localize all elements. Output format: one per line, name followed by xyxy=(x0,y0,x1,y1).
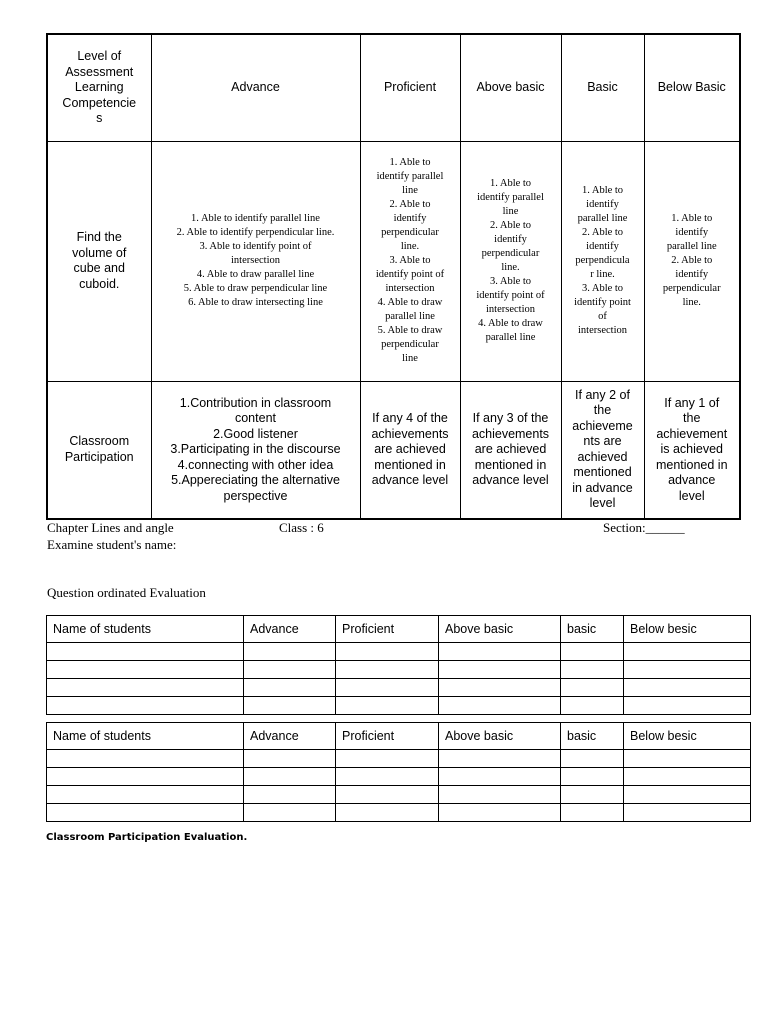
cell-text-line: 3. Able to xyxy=(489,276,532,287)
evaluation-blank-cell[interactable] xyxy=(336,697,439,715)
evaluation-blank-cell[interactable] xyxy=(47,804,244,822)
rubric-header-cell xyxy=(151,34,360,141)
rubric-header-cell xyxy=(47,34,151,141)
cell-text-line: line xyxy=(402,353,418,364)
cell-text-line: mentioned xyxy=(573,465,632,480)
cell-text-line: 2. Able to xyxy=(389,199,431,210)
cell-text-line: Assessment xyxy=(65,64,134,79)
cell-text-line: advance xyxy=(668,473,716,487)
evaluation-blank-cell[interactable] xyxy=(624,697,751,715)
cell-text-line: perpendicular xyxy=(481,248,540,259)
rubric-header-cell xyxy=(360,34,460,141)
cell-text-line: identify xyxy=(586,199,619,210)
evaluation-header-cell: Name of students xyxy=(47,616,244,643)
cell-text-line: nts are xyxy=(583,434,622,449)
classroom-participation-caption: Classroom Participation Evaluation. xyxy=(46,832,248,843)
cell-text-line: 3.Participating in the discourse xyxy=(170,442,341,456)
rubric-header-cell xyxy=(561,34,644,141)
evaluation-blank-cell[interactable] xyxy=(624,804,751,822)
cell-text-line: If any 3 of the xyxy=(472,411,549,425)
cell-text-line: identify point xyxy=(574,297,631,308)
evaluation-blank-cell[interactable] xyxy=(336,786,439,804)
cell-text-line: identify xyxy=(393,213,427,224)
evaluation-header-cell: Proficient xyxy=(336,723,439,750)
cell-text-line: achievement xyxy=(656,426,728,441)
cell-text-line: identify xyxy=(675,227,709,238)
cell-text-line: in advance xyxy=(572,480,633,495)
cell-text-line: identify point of xyxy=(476,290,545,301)
evaluation-blank-cell[interactable] xyxy=(244,768,336,786)
evaluation-blank-cell[interactable] xyxy=(561,804,624,822)
cell-text-line: line. xyxy=(682,297,701,308)
class-label: Class : 6 xyxy=(279,520,324,535)
cell-text-line: 2. Able to xyxy=(581,227,624,238)
cell-text-line: is achieved xyxy=(660,442,724,456)
evaluation-header-cell: Above basic xyxy=(439,616,561,643)
evaluation-blank-cell[interactable] xyxy=(624,679,751,697)
cell-text-line: identify parallel xyxy=(477,192,544,203)
evaluation-blank-cell[interactable] xyxy=(47,643,244,661)
evaluation-blank-cell[interactable] xyxy=(561,750,624,768)
evaluation-blank-cell[interactable] xyxy=(47,750,244,768)
evaluation-header-cell: basic xyxy=(561,723,624,750)
evaluation-blank-cell[interactable] xyxy=(561,697,624,715)
cell-text-line: intersection xyxy=(486,304,535,315)
evaluation-blank-cell[interactable] xyxy=(439,643,561,661)
evaluation-blank-cell[interactable] xyxy=(47,786,244,804)
cell-text-line: of xyxy=(598,311,607,322)
rubric-criterion-cell xyxy=(47,141,151,381)
cell-text-line: parallel line xyxy=(485,332,536,343)
evaluation-blank-row xyxy=(47,804,751,822)
evaluation-blank-cell[interactable] xyxy=(624,661,751,679)
evaluation-blank-cell[interactable] xyxy=(439,786,561,804)
cell-text-line: 1. Able to xyxy=(389,157,431,168)
cell-text-line: cube and xyxy=(73,261,125,275)
evaluation-blank-cell[interactable] xyxy=(439,750,561,768)
evaluation-blank-cell[interactable] xyxy=(47,768,244,786)
evaluation-header-cell: basic xyxy=(561,616,624,643)
rubric-level-cell xyxy=(460,381,561,519)
cell-text-line: 1. Able to xyxy=(489,178,532,189)
evaluation-header-cell: Above basic xyxy=(439,723,561,750)
cell-text-line: intersection xyxy=(578,325,627,336)
cell-text-line: 4. Able to draw parallel line xyxy=(196,269,315,280)
evaluation-blank-row xyxy=(47,643,751,661)
evaluation-header-cell: Name of students xyxy=(47,723,244,750)
cell-text-line: perpendicular xyxy=(662,283,721,294)
cell-text-line: perpendicula xyxy=(575,255,630,266)
cell-text-line: perspective xyxy=(223,488,288,503)
cell-text-line: 4. Able to draw xyxy=(377,297,443,308)
evaluation-blank-cell[interactable] xyxy=(561,768,624,786)
question-evaluation-title: Question ordinated Evaluation xyxy=(47,585,206,600)
cell-text-line: 2. Able to xyxy=(671,255,713,266)
cell-text-line: Competencie xyxy=(62,95,137,110)
cell-text-line: cuboid. xyxy=(79,276,120,291)
evaluation-header-cell: Proficient xyxy=(336,616,439,643)
cell-text-line: line xyxy=(502,206,519,217)
cell-text-line: r line. xyxy=(590,269,615,280)
rubric-header-cell xyxy=(460,34,561,141)
evaluation-blank-row xyxy=(47,679,751,697)
evaluation-header-cell: Below besic xyxy=(624,616,751,643)
cell-text-line: intersection xyxy=(231,255,280,266)
cell-text-line: Below Basic xyxy=(657,80,726,94)
rubric-level-cell xyxy=(151,381,360,519)
evaluation-blank-cell[interactable] xyxy=(336,750,439,768)
evaluation-blank-cell[interactable] xyxy=(336,679,439,697)
cell-text-line: intersection xyxy=(385,283,435,294)
evaluation-blank-cell[interactable] xyxy=(336,768,439,786)
cell-text-line: If any 1 of xyxy=(664,395,720,410)
rubric-level-cell xyxy=(360,141,460,381)
cell-text-line: achieved xyxy=(577,449,628,464)
cell-text-line: mentioned in xyxy=(474,457,547,472)
cell-text-line: Classroom xyxy=(69,434,130,449)
evaluation-blank-cell[interactable] xyxy=(561,643,624,661)
cell-text-line: parallel line xyxy=(666,241,717,252)
rubric-level-cell xyxy=(360,381,460,519)
cell-text-line: achievements xyxy=(471,426,550,441)
evaluation-blank-cell[interactable] xyxy=(439,679,561,697)
rubric-level-cell xyxy=(644,381,740,519)
cell-text-line: 4. Able to draw xyxy=(478,318,543,329)
cell-text-line: Above basic xyxy=(476,80,545,94)
cell-text-line: perpendicular xyxy=(381,339,439,350)
cell-text-line: are achieved xyxy=(474,442,547,456)
evaluation-blank-row xyxy=(47,661,751,679)
cell-text-line: identify xyxy=(675,269,709,280)
evaluation-blank-cell[interactable] xyxy=(439,804,561,822)
evaluation-blank-cell[interactable] xyxy=(244,697,336,715)
evaluation-blank-cell[interactable] xyxy=(439,697,561,715)
rubric-header-cell xyxy=(644,34,740,141)
cell-text-line: achievements xyxy=(371,426,449,441)
evaluation-blank-cell[interactable] xyxy=(561,661,624,679)
cell-text-line: 6. Able to draw intersecting line xyxy=(188,297,323,308)
evaluation-header-row xyxy=(47,723,751,750)
evaluation-header-row xyxy=(47,616,751,643)
evaluation-blank-cell[interactable] xyxy=(244,661,336,679)
cell-text-line: 5.Appereciating the alternative xyxy=(171,473,340,487)
cell-text-line: Participation xyxy=(64,449,134,464)
rubric-header-row xyxy=(47,34,740,141)
evaluation-blank-cell[interactable] xyxy=(244,804,336,822)
cell-text-line: identify xyxy=(494,234,527,245)
cell-text-line: mentioned in xyxy=(374,457,446,472)
evaluation-blank-row xyxy=(47,697,751,715)
section-field: Section:______ xyxy=(603,520,685,535)
cell-text-line: line. xyxy=(400,241,420,252)
cell-text-line: 5. Able to draw xyxy=(377,325,443,336)
cell-text-line: volume of xyxy=(72,245,127,260)
cell-text-line: 2. Able to xyxy=(489,220,532,231)
cell-text-line: identify xyxy=(586,241,619,252)
cell-text-line: If any 4 of the xyxy=(372,411,448,425)
assessment-rubric-table xyxy=(46,33,741,520)
evaluation-blank-cell[interactable] xyxy=(336,804,439,822)
evaluation-blank-cell[interactable] xyxy=(244,679,336,697)
evaluation-header-cell: Advance xyxy=(244,723,336,750)
evaluation-table-1 xyxy=(46,615,751,715)
cell-text-line: mentioned in xyxy=(655,457,728,472)
evaluation-blank-cell[interactable] xyxy=(561,786,624,804)
evaluation-blank-cell[interactable] xyxy=(439,661,561,679)
cell-text-line: perpendicular xyxy=(381,227,439,238)
rubric-row-classroom-participation xyxy=(47,381,740,519)
rubric-level-cell xyxy=(151,141,360,381)
cell-text-line: parallel line xyxy=(385,311,435,322)
evaluation-blank-cell[interactable] xyxy=(624,786,751,804)
cell-text-line: Basic xyxy=(587,80,618,94)
cell-text-line: level xyxy=(678,488,705,503)
rubric-row-find-volume xyxy=(47,141,740,381)
cell-text-line: parallel line xyxy=(577,213,628,224)
cell-text-line: 3. Able to xyxy=(581,283,624,294)
evaluation-blank-cell[interactable] xyxy=(624,768,751,786)
cell-text-line: Advance xyxy=(231,80,280,94)
evaluation-blank-cell[interactable] xyxy=(439,768,561,786)
evaluation-blank-cell[interactable] xyxy=(244,643,336,661)
evaluation-blank-cell[interactable] xyxy=(336,661,439,679)
evaluation-blank-cell[interactable] xyxy=(624,643,751,661)
cell-text-line: advance level xyxy=(472,473,549,487)
cell-text-line: 3. Able to identify point of xyxy=(199,241,312,252)
cell-text-line: Find the xyxy=(76,230,122,244)
evaluation-blank-row xyxy=(47,768,751,786)
cell-text-line: line. xyxy=(501,262,520,273)
evaluation-blank-cell[interactable] xyxy=(47,697,244,715)
cell-text-line: 5. Able to draw perpendicular line xyxy=(183,283,328,294)
evaluation-blank-cell[interactable] xyxy=(47,661,244,679)
cell-text-line: 3. Able to xyxy=(389,255,431,266)
cell-text-line: Learning xyxy=(74,80,124,94)
cell-text-line: level xyxy=(589,496,616,511)
cell-text-line: Level of xyxy=(77,49,122,63)
cell-text-line: line xyxy=(402,185,418,196)
rubric-level-cell xyxy=(561,141,644,381)
cell-text-line: 2.Good listener xyxy=(213,426,298,441)
cell-text-line: identify parallel xyxy=(376,171,444,182)
cell-text-line: the xyxy=(593,403,612,418)
evaluation-blank-cell[interactable] xyxy=(47,679,244,697)
cell-text-line: 4.connecting with other idea xyxy=(177,457,334,472)
evaluation-header-cell: Advance xyxy=(244,616,336,643)
rubric-level-cell xyxy=(460,141,561,381)
student-name-label: Examine student's name: xyxy=(47,537,177,552)
evaluation-blank-cell[interactable] xyxy=(624,750,751,768)
cell-text-line: are achieved xyxy=(374,442,446,456)
evaluation-header-cell: Below besic xyxy=(624,723,751,750)
cell-text-line: advance level xyxy=(371,473,449,487)
cell-text-line: the xyxy=(683,411,701,425)
cell-text-line: Proficient xyxy=(383,80,437,94)
evaluation-blank-cell[interactable] xyxy=(336,643,439,661)
rubric-level-cell xyxy=(561,381,644,519)
cell-text-line: 1. Able to xyxy=(581,185,624,196)
evaluation-blank-row xyxy=(47,750,751,768)
cell-text-line: s xyxy=(96,111,103,125)
rubric-level-cell xyxy=(644,141,740,381)
rubric-criterion-cell xyxy=(47,381,151,519)
cell-text-line: achieveme xyxy=(572,418,633,433)
cell-text-line: 1. Able to xyxy=(671,213,713,224)
cell-text-line: content xyxy=(234,411,276,425)
evaluation-blank-row xyxy=(47,786,751,804)
evaluation-table-2 xyxy=(46,722,751,822)
chapter-label: Chapter Lines and angle xyxy=(47,520,174,535)
cell-text-line: 1.Contribution in classroom xyxy=(179,395,332,410)
cell-text-line: identify point of xyxy=(375,269,445,280)
evaluation-blank-cell[interactable] xyxy=(561,679,624,697)
evaluation-blank-cell[interactable] xyxy=(244,750,336,768)
evaluation-blank-cell[interactable] xyxy=(244,786,336,804)
cell-text-line: 1. Able to identify parallel line xyxy=(191,213,320,224)
cell-text-line: If any 2 of xyxy=(575,387,630,402)
cell-text-line: 2. Able to identify perpendicular line. xyxy=(176,227,335,238)
